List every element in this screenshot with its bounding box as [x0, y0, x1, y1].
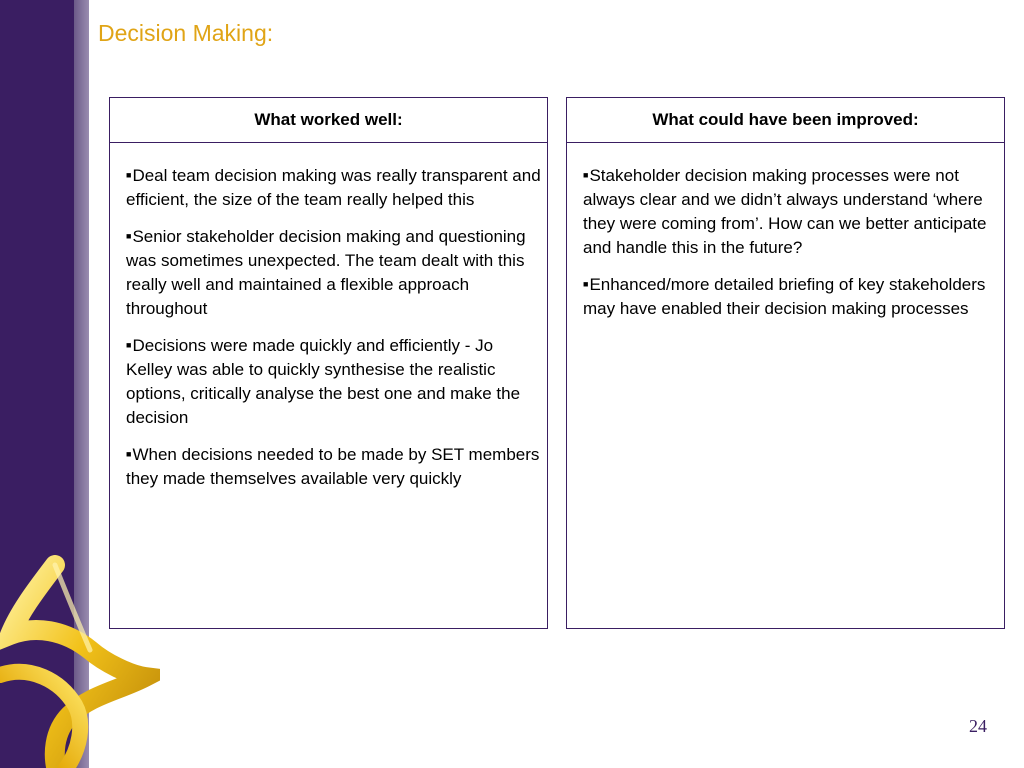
could-improve-header: What could have been improved: [567, 98, 1004, 143]
bullet-square-icon: ■ [126, 340, 132, 350]
could-improve-list [567, 143, 1004, 321]
list-item: ■When decisions needed to be made by SET members they made themselves available very quickly [126, 445, 540, 488]
bullet-square-icon: ■ [126, 170, 132, 180]
list-item: ■Deal team decision making was really transparent and efficient, the size of the team really helped this [126, 166, 541, 209]
bullet-square-icon: ■ [583, 170, 589, 180]
bullet-square-icon: ■ [126, 449, 132, 459]
list-item: ■Senior stakeholder decision making and questioning was sometimes unexpected. The team dealt with this really well and maintained a flexible approach throughout [126, 227, 526, 318]
list-item: ■Decisions were made quickly and efficiently - Jo Kelley was able to quickly synthesise the realistic options, critically analyse the best one and make the decision [126, 336, 521, 427]
bullet-square-icon: ■ [126, 231, 132, 241]
list-item: ■Stakeholder decision making processes were not always clear and we didn’t always understand ‘where they were coming from’. How can we better anticipate and handle this in the future? [583, 166, 987, 257]
worked-well-panel [109, 97, 548, 629]
worked-well-header: What worked well: [110, 98, 547, 143]
could-improve-panel [566, 97, 1005, 629]
page-number: 24 [969, 716, 987, 736]
list-item: ■Enhanced/more detailed briefing of key stakeholders may have enabled their decision making processes [583, 275, 986, 318]
worked-well-list [110, 143, 547, 491]
bullet-square-icon: ■ [583, 279, 589, 289]
slide-title: Decision Making: [98, 20, 274, 46]
